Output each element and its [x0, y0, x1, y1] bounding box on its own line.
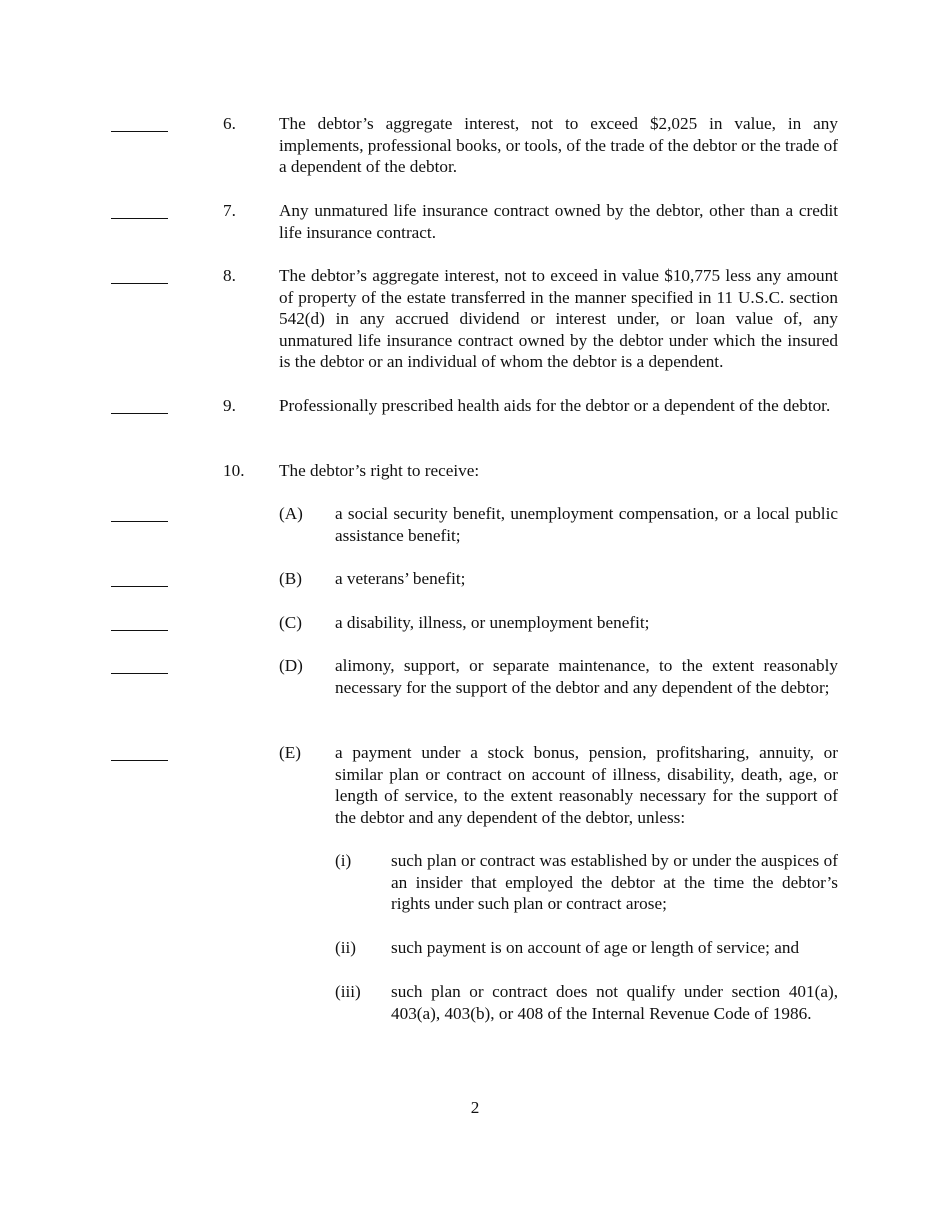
clause-text: such plan or contract does not qualify under section 401(a), 403(a), 403(b), or 408 of the Internal Revenue Code of 1986.: [391, 982, 838, 1023]
item-number: 7.: [223, 201, 236, 220]
checkbox-blank-line[interactable]: [111, 413, 168, 414]
item-text: The debtor’s aggregate interest, not to exceed $2,025 in value, in any implements, professional books, or tools, of the trade of the debtor or the trade of a dependent of the debtor.: [279, 114, 838, 177]
subitem-text: alimony, support, or separate maintenance, to the extent reasonably necessary for the support of the debtor and any dependent of the debtor;: [335, 656, 838, 697]
clause-label: (i): [335, 851, 352, 870]
checkbox-blank-line[interactable]: [111, 283, 168, 284]
subitem-text: a veterans’ benefit;: [335, 569, 466, 588]
clause-text: such payment is on account of age or length of service; and: [391, 938, 800, 957]
item-text: Any unmatured life insurance contract owned by the debtor, other than a credit life insurance contract.: [279, 201, 838, 242]
checkbox-blank-line[interactable]: [111, 521, 168, 522]
subitem-text: a social security benefit, unemployment compensation, or a local public assistance benefit;: [335, 504, 838, 545]
item-number: 6.: [223, 114, 236, 133]
item-text: Professionally prescribed health aids for the debtor or a dependent of the debtor.: [279, 396, 831, 415]
clause-text: such plan or contract was established by or under the auspices of an insider that employed the debtor at the time the debtor’s rights under such plan or contract arose;: [391, 851, 838, 914]
checkbox-blank-line[interactable]: [111, 218, 168, 219]
checkbox-blank-line[interactable]: [111, 586, 168, 587]
item-number: 10.: [223, 461, 245, 480]
item-text: The debtor’s aggregate interest, not to exceed in value $10,775 less any amount of property of the estate transferred in the manner specified in 11 U.S.C. section 542(d) in any accrued dividend or interest under, or loan value of, any unmatured life insurance contract owned by the debtor under which the insured is the debtor or an individual of whom the debtor is a dependent.: [279, 266, 838, 372]
item-number: 9.: [223, 396, 236, 415]
item-text: The debtor’s right to receive:: [279, 461, 480, 480]
clause-label: (ii): [335, 938, 356, 957]
subitem-text: a disability, illness, or unemployment benefit;: [335, 613, 650, 632]
checkbox-blank-line[interactable]: [111, 131, 168, 132]
page-number: 2: [470, 1098, 480, 1117]
subitem-label: (E): [279, 743, 301, 762]
checkbox-blank-line[interactable]: [111, 673, 168, 674]
item-number: 8.: [223, 266, 236, 285]
subitem-text: a payment under a stock bonus, pension, profitsharing, annuity, or similar plan or contract on account of illness, disability, death, age, or length of service, to the extent reasonably necessary for the support of the debtor and any dependent of the debtor, unless:: [335, 743, 838, 827]
subitem-label: (B): [279, 569, 302, 588]
subitem-label: (D): [279, 656, 303, 675]
subitem-label: (C): [279, 613, 302, 632]
checkbox-blank-line[interactable]: [111, 630, 168, 631]
subitem-label: (A): [279, 504, 303, 523]
checkbox-blank-line[interactable]: [111, 760, 168, 761]
clause-label: (iii): [335, 982, 361, 1001]
